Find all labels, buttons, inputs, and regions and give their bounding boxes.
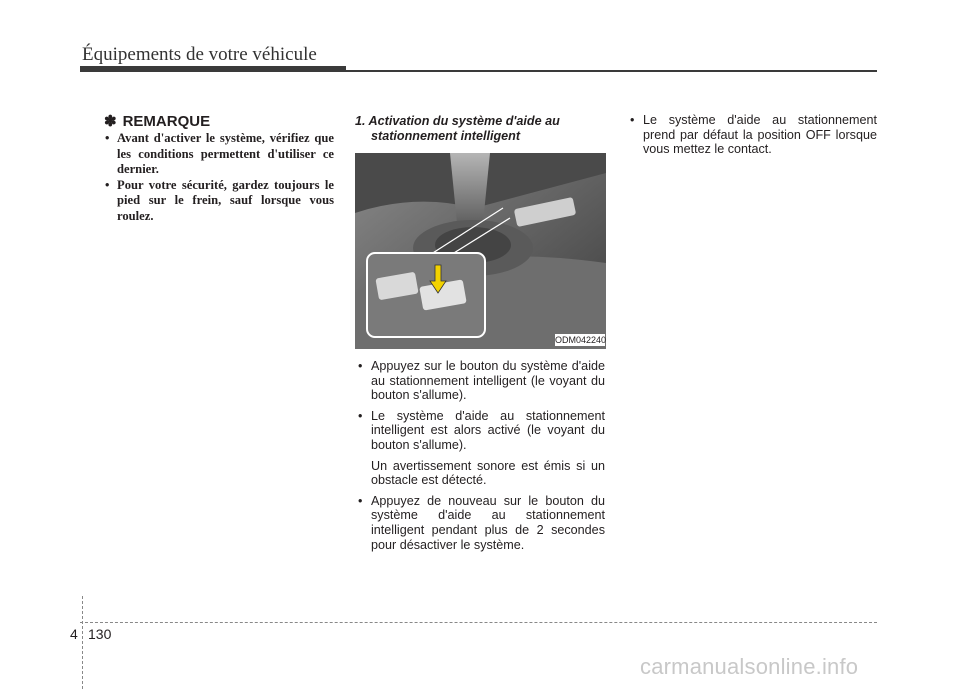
page-header-title: Équipements de votre véhicule	[82, 44, 317, 65]
section-item-text: Appuyez sur le bouton du système d'aide au stationnement intelligent (le voyant du bouton s'allume).	[371, 359, 605, 403]
console-photo	[355, 153, 606, 349]
console-illustration	[355, 153, 606, 349]
section-heading-line1: 1. Activation du système d'aide au	[355, 114, 560, 128]
section-item-text: Appuyez de nouveau sur le bouton du système d'aide au stationnement intelligent pendant plus de 2 secondes pour désactiver le système.	[371, 493, 605, 552]
section-heading-line2: stationnement intelligent	[371, 128, 521, 143]
section-heading	[355, 114, 605, 143]
col3-item: • Le système d'aide au stationnement prend par défaut la position OFF lorsque vous mettez le contact.	[627, 113, 877, 157]
header-rule-thin	[80, 70, 877, 72]
section-item	[355, 359, 605, 403]
note-heading	[104, 112, 210, 130]
section-list	[355, 359, 605, 558]
note-heading-text: REMARQUE	[122, 112, 211, 130]
note-item: • Pour votre sécurité, gardez toujours le pied sur le frein, sauf lorsque vous roulez.	[104, 178, 334, 225]
note-list	[104, 131, 334, 224]
footer-rule	[80, 622, 877, 623]
note-symbol-icon: ✽	[104, 113, 117, 130]
note-item: • Avant d'activer le système, vérifiez que les conditions permettent d'utiliser ce dernier.	[104, 131, 334, 178]
figure-code: ODM042240	[555, 335, 607, 345]
chapter-number: 4	[70, 626, 78, 642]
page-number: 130	[88, 626, 112, 642]
section-item	[355, 494, 605, 552]
col3-list	[627, 113, 877, 157]
watermark: carmanualsonline.info	[640, 654, 859, 679]
footer-divider	[82, 596, 83, 689]
section-item-text: Le système d'aide au stationnement intelligent est alors activé (le voyant du bouton s'allume).	[371, 408, 605, 452]
section-item-note: Un avertissement sonore est émis si un obstacle est détecté.	[371, 458, 605, 488]
section-item	[355, 409, 605, 488]
